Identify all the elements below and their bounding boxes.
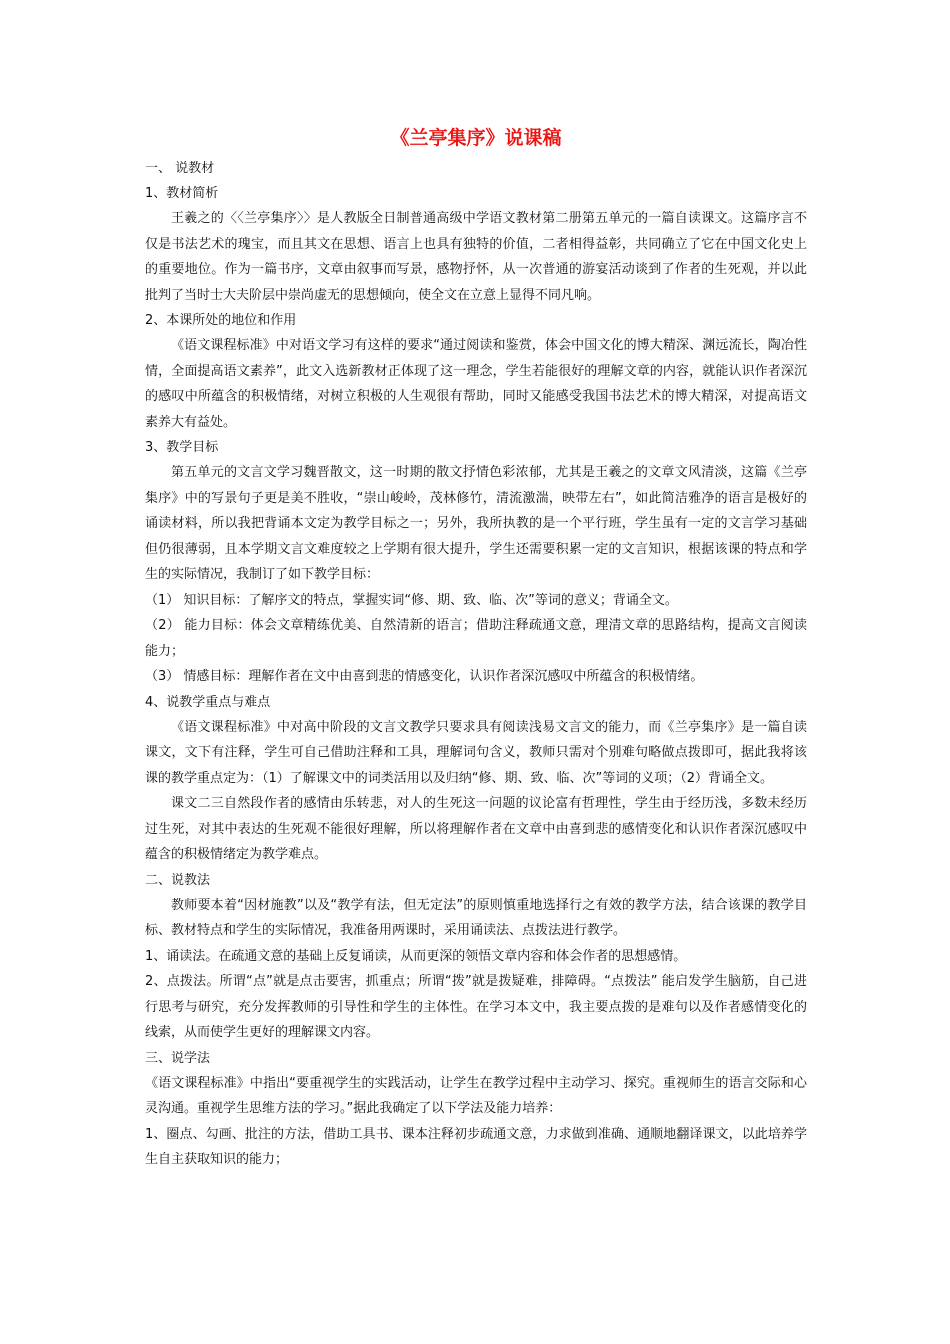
document-title: 《兰亭集序》说课稿 (390, 127, 562, 149)
method-item-1: 1、诵读法。在疏通文意的基础上反复诵读，从而更深的领悟文章内容和体会作者的思想感情。 (145, 948, 687, 964)
paragraph-1-4-b: 课文二三自然段作者的感情由乐转悲，对人的生死这一问题的议论富有哲理性，学生由于经历浅，多数未经历过生死，对其中表达的生死观不能很好理解，所以将理解作者在文章中由喜到悲的感情变化和认识作者深沉感叹中蕴含的积极情绪定为教学难点。 (145, 796, 807, 862)
paragraph-2: 教师要本着“因材施教”以及“教学有法，但无定法”的原则慎重地选择行之有效的教学方法，结合该课的教学目标、教材特点和学生的实际情况，我准备用两课时，采用诵读法、点拨法进行教学。 (145, 897, 807, 938)
paragraph-1-4-a: 《语文课程标准》中对高中阶段的文言文教学只要求具有阅读浅易文言文的能力，而《兰亭集序》是一篇自读课文，文下有注释，学生可自己借助注释和工具，理解词句含义，教师只需对个别难句略做点拨即可，据此我将该课的教学重点定为：（1）了解课文中的词类活用以及归纳“修、期、致、临、次”等词的义项；（2）背诵全文。 (145, 719, 807, 786)
subheading-1-3: 3、教学目标 (145, 440, 219, 455)
document-body (145, 124, 807, 1173)
method-item-2: 2、点拨法。所谓“点”就是点击要害，抓重点；所谓“拨”就是拨疑难，排障碍。“点拨法” 能启发学生脑筋，自己进行思考与研究，充分发挥教师的引导性和学生的主体性。在学习本文中，我主要点拨的是难句以及作者感情变化的线索，从而使学生更好的理解课文内容。 (145, 974, 807, 1040)
subheading-1-1: 1、教材简析 (145, 186, 219, 201)
section-heading-1: 一、 说教材 (145, 161, 215, 176)
subheading-1-4: 4、说教学重点与难点 (145, 694, 271, 710)
paragraph-3: 《语文课程标准》中指出“要重视学生的实践活动，让学生在教学过程中主动学习、探究。重视师生的语言交际和心灵沟通。重视学生思维方法的学习。”据此我确定了以下学法及能力培养： (145, 1075, 807, 1116)
subheading-1-2: 2、本课所处的地位和作用 (145, 313, 297, 328)
section-heading-2: 二、说教法 (145, 872, 211, 888)
paragraph-1-1: 王羲之的〈〈兰亭集序〉〉是人教版全日制普通高级中学语文教材第二册第五单元的一篇自读课文。这篇序言不仅是书法艺术的瑰宝，而且其文在思想、语言上也具有独特的价值，二者相得益彰，共同确立了它在中国文化史上的重要地位。作为一篇书序，文章由叙事而写景，感物抒怀，从一次普通的游宴活动谈到了作者的生死观，并以此批判了当时士大夫阶层中崇尚虚无的思想倾向，使全文在立意上显得不同凡响。 (145, 211, 807, 303)
section-heading-3: 三、说学法 (145, 1050, 211, 1066)
paragraph-1-3: 第五单元的文言文学习魏晋散文，这一时期的散文抒情色彩浓郁，尤其是王羲之的文章文风清淡，这篇《兰亭集序》中的写景句子更是美不胜收，“崇山峻岭，茂林修竹，清流激湍，映带左右”，如此简洁雅净的语言是极好的诵读材料，所以我把背诵本文定为教学目标之一；另外，我所执教的是一个平行班，学生虽有一定的文言学习基础但仍很薄弱，且本学期文言文难度较之上学期有很大提升，学生还需要积累一定的文言知识，根据该课的特点和学生的实际情况，我制订了如下教学目标： (145, 465, 807, 582)
study-method-item-1: 1、圈点、勾画、批注的方法，借助工具书、课本注释初步疏通文意，力求做到准确、通顺地翻译课文，以此培养学生自主获取知识的能力； (145, 1126, 807, 1167)
goal-item-2: （2） 能力目标：体会文章精练优美、自然清新的语言；借助注释疏通文意，理清文章的思路结构，提高文言阅读能力； (145, 618, 807, 659)
goal-item-3: （3） 情感目标：理解作者在文中由喜到悲的情感变化，认识作者深沉感叹中所蕴含的积极情绪。 (145, 669, 704, 684)
paragraph-1-2: 《语文课程标准》中对语文学习有这样的要求“通过阅读和鉴赏，体会中国文化的博大精深、渊远流长，陶冶性情，全面提高语文素养”，此文入选新教材正体现了这一理念，学生若能很好的理解文章的内容，就能认识作者深沉的感叹中所蕴含的积极情绪，对树立积极的人生观很有帮助，同时又能感受我国书法艺术的博大精深，对提高语文素养大有益处。 (145, 338, 807, 430)
goal-item-1: （1） 知识目标：了解序文的特点，掌握实词“修、期、致、临、次”等词的意义；背诵全文。 (145, 592, 678, 608)
